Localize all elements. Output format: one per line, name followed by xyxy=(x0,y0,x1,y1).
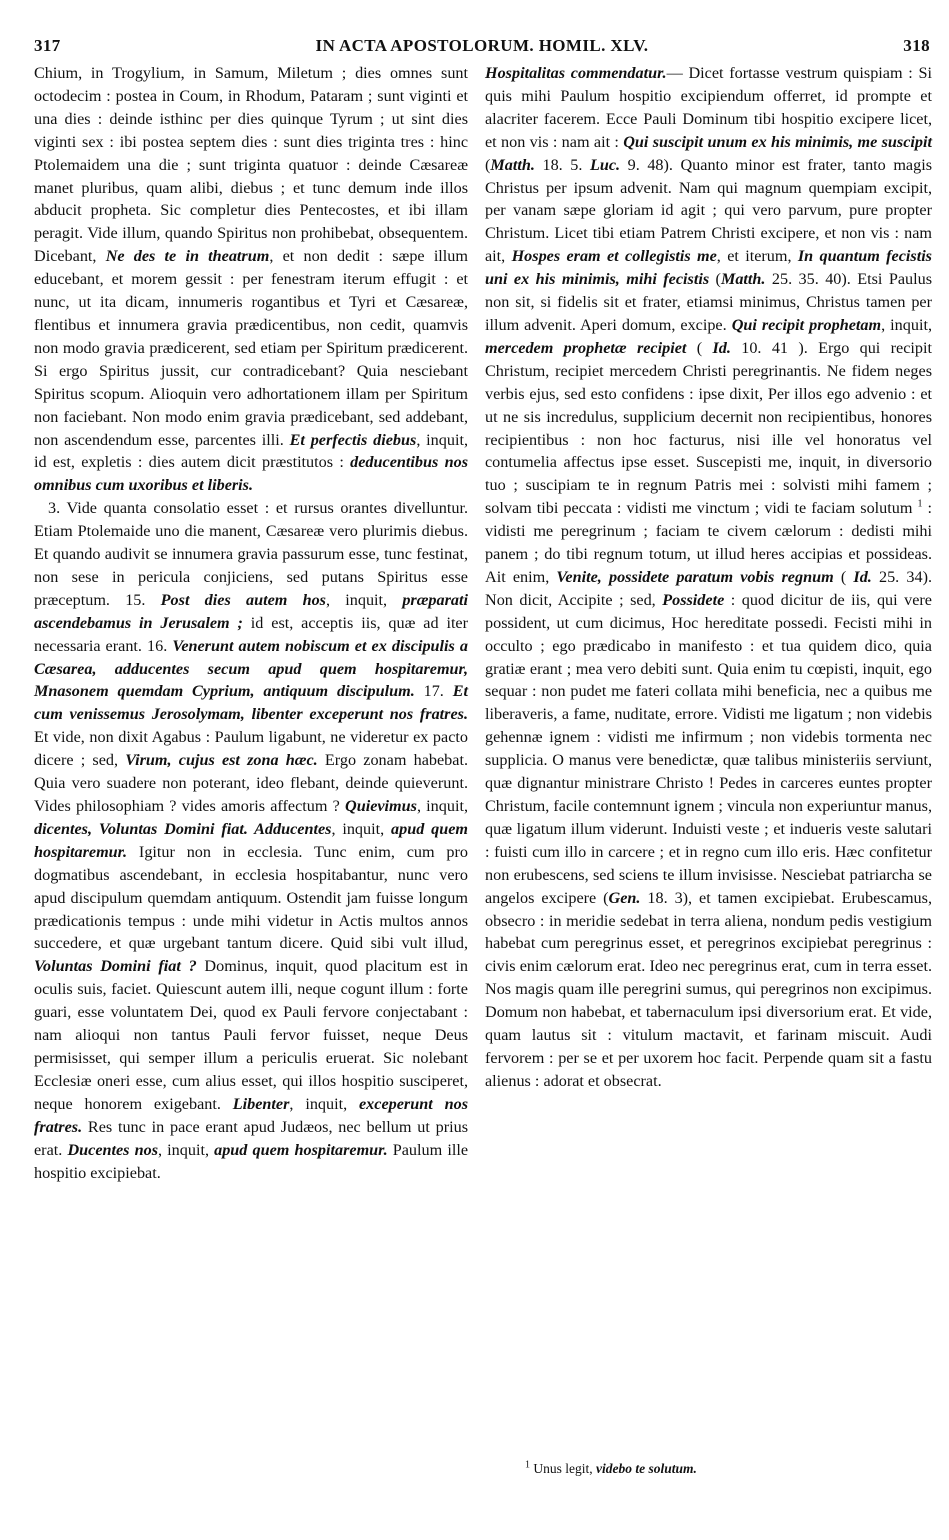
running-title: IN ACTA APOSTOLORUM. HOMIL. XLV. xyxy=(315,36,649,55)
body-text: Chium, in Trogylium, in Samum, Miletum ; dies omnes sunt octodecim : postea in Coum, in Rhodum, Pataram ; sunt viginti et una dies : deinde isthinc per dies quinque Tyrum ; ut sint dies viginti sex : ibi postea septem dies : sunt dies triginta tres : hinc Ptolemaidem una die ; sunt triginta quatuor : deinde Cæsareæ manet pluribus, quam alibi, diebus ; et tunc demum inde illos abducit propheta. Sic completur dies Pentecostes, et ibi illam peragit. Vide illum, quando Spiritus non prohibebat, obsequentem. Dicebant, xyxy=(34,64,468,266)
right-column xyxy=(485,62,932,1093)
italic-text: deducentibus nos omnibus cum uxoribus et liberis. xyxy=(34,453,468,495)
body-text: : quod dicitur de iis, qui vere possident, ut cum dicimus, Hoc hereditate possedi. Fecisti mihi in occulto ; ego prædicabo in manifesto : et tua quidem dico, quia gratiæ erant ; mea vero debiti sunt. Quia enim tu cœpisti, inquit, ego sequar : non pudet me fateri collata mihi beneficia, nec a quibus me liberaveris, a fame, nuditate, errore. Vidisti me ligatum ; non videbis gehennæ ignem : vidisti me infirmum ; non videbis tormenta nec supplicia. O manus vere benedictæ, quæ talibus ministeriis serviunt, quæ dignantur ministrare Christo ! Pedes in carceres euntes propter Christum, facile contemnunt ignem ; vincula non experiuntur manus, quæ ligatum illum viderunt. Induisti veste ; et indueris veste salutari : fuisti cum illo in carcere ; et in regno cum illo eris. Hæc confitetur non erubescens, sed sciens te illum invisisse. Nesciebat patriarcha se angelos excipere ( xyxy=(485,590,932,907)
italic-text: Hospitalitas commendatur. xyxy=(485,64,667,82)
body-text: Res tunc in pace erant apud Judæos, nec bellum ut prius erat. xyxy=(34,1117,468,1159)
body-text: ( xyxy=(485,155,491,174)
footnote-marker: 1 xyxy=(525,1459,530,1471)
body-text: : vidisti me peregrinum ; faciam te civem cælorum : dedisti mihi panem ; do tibi regnum totum, ut illud heres accipias et possideas. Ait enim, xyxy=(485,499,933,586)
italic-text: Possidete xyxy=(662,590,725,609)
italic-text: Matth. xyxy=(720,270,766,289)
body-text: Et vide, non dixit Agabus : Paulum ligabunt, ne videretur ex pacto dicere ; sed, xyxy=(34,728,468,770)
italic-text: Ne des te in theatrum xyxy=(105,247,270,266)
page-number-left: 317 xyxy=(34,36,61,55)
italic-text: Matth. xyxy=(490,155,535,174)
body-text: 10. 41 ). Ergo qui recipit Christum, recipiet mercedem Christi peregrinantis. Ne fidem neges verbis ejus, sed esto confidens : ipse dixit, Per illos ego advenio : et ut ne sis incredulus, supplicium decernit non recipientibus, honores recipientibus : non hoc facturus, nisi ille vel honoratus vel contumelia affectus ipse esset. Suscepisti me, inquit, in diversorio tuo ; suscipiam te in regnum Patris mei : solvisti mihi famem ; solvam tibi peccata : vidisti me vinctum ; vidi te faciam solutum xyxy=(485,338,932,518)
italic-text: Voluntas Domini fiat ? xyxy=(34,957,197,976)
italic-text: Et cum venissemus Jerosolymam, libenter exceperunt nos fratres. xyxy=(34,682,468,724)
body-text: , inquit, xyxy=(289,1094,359,1113)
body-text: , inquit, xyxy=(881,315,932,334)
italic-text: apud quem hospitaremur. xyxy=(214,1140,388,1159)
body-text: 25. 35. 40). Etsi Paulus non sit, si fidelis sit et frater, etiamsi minimus, Christus tamen per illum advenit. Aperi domum, excipe. xyxy=(485,270,933,334)
body-text: 3. Vide quanta consolatio esset : et rursus orantes divelluntur. Etiam Ptolemaide uno die manent, Cæsareæ vero plurimis diebus. Et quando audivit se innumera gravia passurum esse, tunc festinat, non sese in pericula conjiciens, sed putans Spiritus esse præceptum. 15. xyxy=(34,499,468,609)
italic-text: Id. xyxy=(712,338,731,357)
paragraph xyxy=(34,62,468,497)
body-text: Ergo zonam habebat. Quia vero suadere non poterant, ideo flebant, deinde quieverunt. Vides philosophiam ? vides amoris affectum ? xyxy=(34,751,468,815)
body-text: Dominus, inquit, quod placitum est in oculis suis, faciet. Quiescunt autem illi, neque cogunt illum : forte guari, esse voluntatem Dei, quod ex Pauli fervore conjectabant : nam alioqui non tantus Pauli fervor fuisset, neque Deus permisisset, qui semper illum a periculis eruerat. Sic nolebant Ecclesiæ oneri esse, cum alius esset, qui illos hospitio susciperet, neque honorem exigebant. xyxy=(34,957,468,1113)
italic-text: dicentes, Voluntas Domini fiat. Adducentes xyxy=(34,819,332,838)
italic-text: Virum, cujus est zona hæc. xyxy=(125,751,318,770)
italic-text: Venite, possidete paratum vobis regnum xyxy=(556,567,834,586)
running-head xyxy=(34,36,930,58)
left-column xyxy=(34,62,468,1184)
italic-text: Gen. xyxy=(608,888,641,907)
italic-text: Qui recipit prophetam xyxy=(731,315,882,334)
footnote-text: Unus legit, xyxy=(530,1461,596,1476)
page-number-right: 318 xyxy=(903,36,930,55)
italic-text: Post dies autem hos xyxy=(160,590,326,609)
body-text: ( xyxy=(686,338,713,357)
paragraph xyxy=(34,497,468,1184)
italic-text: apud quem hospitaremur. xyxy=(34,819,468,861)
body-text: , inquit, xyxy=(416,797,468,815)
italic-text: Hospes eram et collegistis me xyxy=(511,247,717,266)
body-text: , et non dedit : sæpe illum educebant, et morem gessit : per fenestram iterum effugit : et nunc, ut ita dicam, innumeris rogantibus et Tyri et Cæsareæ, flentibus et innumera gravia prædicentibus, non cedit, quamvis non modo gravia prædicerent, sed etiam per Spiritum prædicerent. Si ergo Spiritus jussit, cur contradicebant? Quia nesciebant Spiritus scopum. Alioquin vero adhortationem illam per Spiritum non faciebant. Non modo enim gravia prædicebant, sed addebant, non ascendendum esse, parcentes illi. xyxy=(34,247,468,449)
body-text: id est, acceptis iis, quæ ad iter necessaria erant. 16. xyxy=(34,613,469,655)
footnote-ref: 1 xyxy=(917,498,923,510)
body-text: 18. 5. xyxy=(534,155,590,174)
italic-text: Quievimus xyxy=(345,797,417,815)
body-text: , inquit, xyxy=(158,1140,215,1159)
body-text: ( xyxy=(709,270,721,289)
body-text: Paulum ille hospitio excipiebat. xyxy=(34,1140,469,1182)
body-text: 17. xyxy=(414,682,453,701)
body-text: 18. 3), et tamen excipiebat. Erubescamus, obsecro : in meridie sedebat in terra aliena, nondum pedis vestigium habebat cum peregrinus esset, et peregrinos excipiebat peregrinus : civis enim cælorum erat. Ideo nec peregrinus erat, cum in terra esset. Nos magis quam ille peregrini sumus, qui peregrinos non excipimus. Domum non habebat, et tabernaculum ipsi diversorium erat. Et vide, quam lautus sit : vitulum mactavit, et farinam miscuit. Audi fervorem : per se et per uxorem hoc facit. Perpende quam sit a fastu alienus : adorat et obsecrat. xyxy=(485,888,932,1090)
italic-text: Luc. xyxy=(589,155,621,174)
body-text: , et iterum, xyxy=(716,247,798,266)
body-text: — Dicet fortasse vestrum quispiam : Si quis mihi Paulum hospitio excipiendum offerret, id prompte et alacriter facerem. Ecce Pauli Dominum tibi hospitio excipere licet, et non vis : nam ait : xyxy=(485,64,933,151)
footnote-variant-reading: videbo te solutum. xyxy=(596,1461,697,1476)
body-text: , inquit, xyxy=(325,590,403,609)
italic-text: Libenter xyxy=(232,1094,290,1113)
italic-text: Et perfectis diebus xyxy=(289,430,417,449)
italic-text: præparati ascendebamus in Jerusalem ; xyxy=(34,590,468,632)
italic-text: Qui suscipit unum ex his minimis, me suscipit xyxy=(623,132,932,151)
body-text: , inquit, id est, expletis : dies autem dicit præstitutos : xyxy=(34,430,468,472)
italic-text: In quantum fecistis uni ex his minimis, mihi fecistis xyxy=(485,247,932,289)
footnote xyxy=(525,1460,697,1478)
body-text: , inquit, xyxy=(331,819,391,838)
body-text: 9. 48). Quanto minor est frater, tanto magis Christus per ipsum advenit. Nam qui magnum quempiam excipit, per vanam sæpe gloriam id agit ; qui vero parvum, pure propter Christum. Licet tibi etiam Patrem Christi excipere, et non vis : nam ait, xyxy=(485,155,932,266)
italic-text: Id. xyxy=(853,567,872,586)
body-text: Igitur non in ecclesia. Tunc enim, cum pro dogmatibus ascendebant, in ecclesia hospitabantur, nunc vero apud discipulum quemdam antiquum. Ostendit jam fuisse longum prædicationis tempus : unde mihi videtur in Actis multos annos succedere, et quæ urgebant tantum dicere. Quid sibi vult illud, xyxy=(34,842,468,953)
paragraph xyxy=(485,62,932,1093)
body-text: 25. 34). Non dicit, Accipite ; sed, xyxy=(485,567,933,609)
body-text: ( xyxy=(833,567,854,586)
italic-text: exceperunt nos fratres. xyxy=(34,1094,468,1136)
italic-text: Ducentes nos xyxy=(67,1140,158,1159)
italic-text: mercedem prophetæ recipiet xyxy=(485,338,687,357)
italic-text: Venerunt autem nobiscum et ex discipulis a Cæsarea, adducentes secum apud quem hospitaremur, Mnasonem quemdam Cyprium, antiquum discipulum. xyxy=(34,636,468,701)
